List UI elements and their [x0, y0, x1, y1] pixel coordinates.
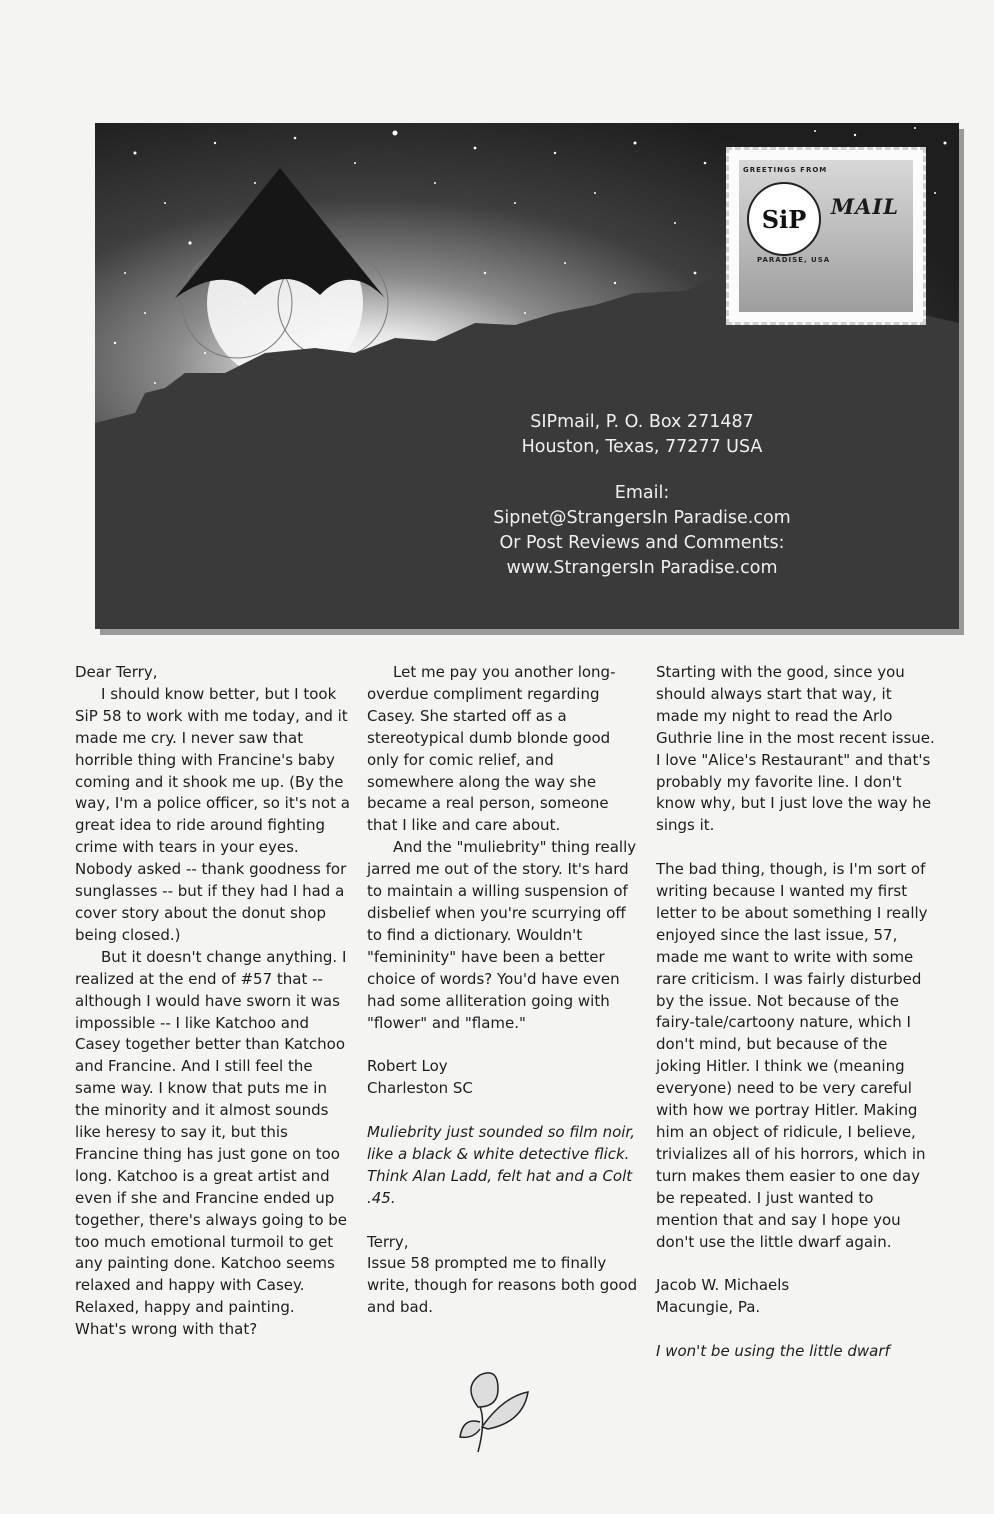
stamp-top-text: GREETINGS FROM: [743, 166, 828, 174]
letter-paragraph: The bad thing, though, is I'm sort of writing because I wanted my first letter to be about something I really enjoyed since the last issue, 57, made me want to write with some rare criticism. I was fairly disturbed by the issue. Not because of the fairy-tale/cartoony nature, which I don't mind, but because of the joking Hitler. I think we (meaning everyone) need to be very careful with how we portray Hitler. Making him an object of ridicule, I believe, trivializes all of his horrors, which in turn makes them easier to one day be repeated. I just wanted to mention that and say I hope you don't use the little dwarf again.: [656, 860, 928, 1251]
letter-paragraph: I should know better, but I took SiP 58 to work with me today, and it made me cry. I never saw that horrible thing with Francine's baby coming and it shook me up. (By the way, I'm a police officer, so it's not a great idea to ride around fighting crime with tears in your eyes. Nobody asked -- thank goodness for sunglasses -- but if they had I had a cover story about the donut shop being closed.): [75, 684, 350, 944]
contact-info: [325, 481, 959, 581]
editor-reply: I won't be using the little dwarf: [656, 1342, 890, 1361]
salutation: Terry,: [367, 1232, 409, 1251]
website-link[interactable]: www.StrangersIn Paradise.com: [506, 558, 778, 578]
postage-stamp: [726, 147, 926, 325]
editor-reply: Muliebrity just sounded so film noir, like a black & white detective flick. Think Alan Ladd, felt hat and a Colt .45.: [367, 1123, 635, 1207]
stamp-mail-label: MAIL: [830, 194, 899, 219]
post-label: Or Post Reviews and Comments:: [499, 533, 785, 553]
signature-name: Robert Loy: [367, 1057, 448, 1076]
flower-bud-icon: [458, 1367, 538, 1457]
address-line-2: Houston, Texas, 77277 USA: [521, 437, 763, 457]
signature-place: Macungie, Pa.: [656, 1298, 761, 1317]
letter-column-1: [75, 662, 350, 1341]
letter-column-3: [656, 662, 936, 1363]
letter-paragraph: But it doesn't change anything. I realized at the end of #57 that -- although I would have sworn it was impossible -- I like Katchoo and Casey together better than Katchoo and Francine. And I still feel the same way. I know that puts me in the minority and it almost sounds like heresy to say it, but this Francine thing has just gone on too long. Katchoo is a great artist and even if she and Francine ended up together, there's always going to be too much emotional turmoil to get any painting done. Katchoo seems relaxed and happy with Casey. Relaxed, happy and painting. What's wrong with that?: [75, 947, 348, 1339]
sip-logo-text: SiP: [761, 204, 807, 234]
mailing-address: [325, 410, 959, 460]
email-label: Email:: [614, 483, 670, 503]
signature-place: Charleston SC: [367, 1079, 473, 1098]
signature-name: Jacob W. Michaels: [656, 1276, 790, 1295]
letter-paragraph: Let me pay you another long-overdue compliment regarding Casey. She started off as a stereotypical dumb blonde good only for comic relief, and somewhere along the way she became a real person, someone that I like and care about.: [367, 663, 616, 835]
salutation: Dear Terry,: [75, 663, 158, 681]
address-line-1: SIPmail, P. O. Box 271487: [530, 412, 754, 432]
letter-paragraph: Starting with the good, since you should always start that way, it made my night to read the Arlo Guthrie line in the most recent issue. I love "Alice's Restaurant" and that's probably my favorite line. I don't know why, but I just love the way he sings it.: [656, 663, 935, 835]
sip-logo: [747, 182, 821, 256]
email-address[interactable]: Sipnet@StrangersIn Paradise.com: [493, 508, 791, 528]
diamond-glow-shape: [175, 168, 388, 381]
letter-column-2: [367, 662, 642, 1319]
stamp-artwork: [739, 160, 913, 312]
letter-paragraph: And the "muliebrity" thing really jarred me out of the story. It's hard to maintain a willing suspension of disbelief when you're scurrying off to find a dictionary. Wouldn't "femininity" have been a better choice of words? You'd have even had some alliteration going with "flower" and "flame.": [367, 838, 637, 1032]
stamp-bottom-text: PARADISE, USA: [757, 256, 831, 264]
sipmail-banner: [95, 123, 959, 629]
letter-paragraph: Issue 58 prompted me to finally write, though for reasons both good and bad.: [367, 1254, 638, 1317]
